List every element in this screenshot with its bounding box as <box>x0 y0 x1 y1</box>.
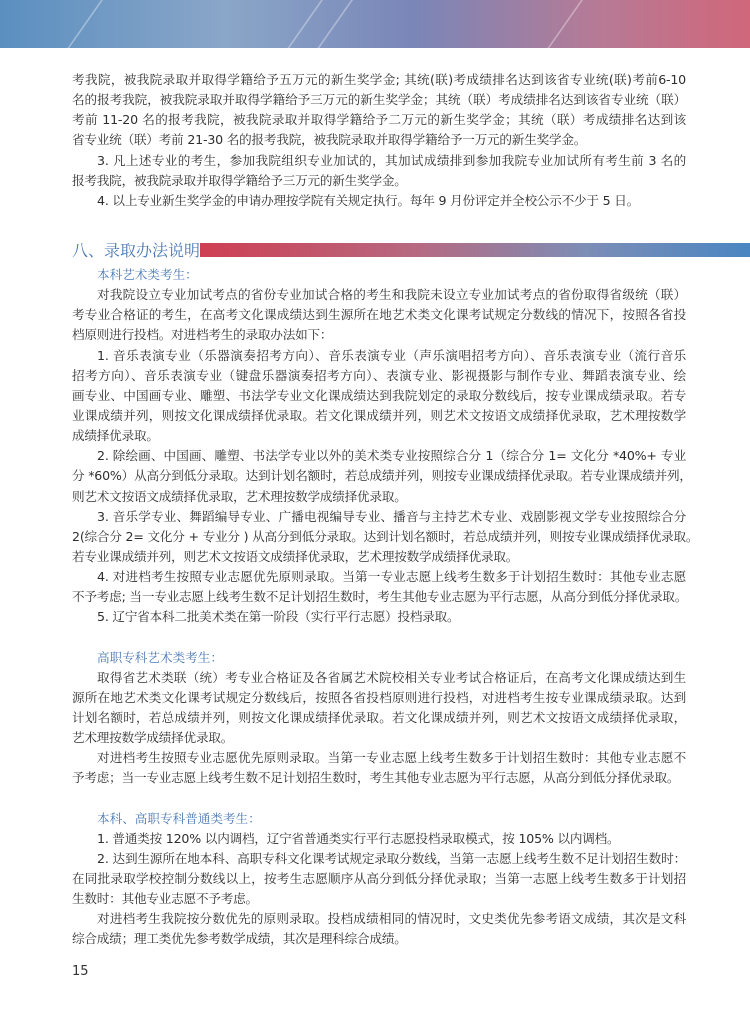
text-line: 计划名额时，若总成绩并列，则按文化课成绩择优录取。若文化课成绩并列，则艺术文按语文成绩择优录取， <box>72 709 686 725</box>
page-number: 15 <box>72 964 89 979</box>
paragraph <box>72 191 686 211</box>
text-line: 1. 音乐表演专业（乐器演奏招考方向）、音乐表演专业（声乐演唱招考方向）、音乐表演专业（流行音乐 <box>97 347 686 363</box>
text-line: 4. 以上专业新生奖学金的申请办理按学院有关规定执行。每年 9 月份评定并全校公示不少于 5 日。 <box>97 192 640 208</box>
paragraph <box>72 849 686 909</box>
text-line: 报考我院，被我院录取并取得学籍给予三万元的新生奖学金。 <box>72 172 407 188</box>
text-line: 1. 普通类按 120% 以内调档，辽宁省普通类实行平行志愿投档录取模式，按 105% 以内调档。 <box>97 830 620 846</box>
admission-group <box>72 265 699 628</box>
paragraph <box>72 607 686 627</box>
section-heading <box>72 235 686 265</box>
subheading: 本科艺术类考生： <box>97 266 198 282</box>
text-line: 2. 除绘画、中国画、雕塑、书法学专业以外的美术类专业按照综合分 1（综合分 1= 文化分 *40%+ 专业 <box>97 448 686 464</box>
text-line: 源所在地艺术类文化课考试规定分数线后，按照各省投档原则进行投档，对进档考生按专业课成绩录取。达到 <box>72 689 686 705</box>
text-line: 4. 对进档考生按照专业志愿优先原则录取。当第一专业志愿上线考生数多于计划招生数时：其他专业志愿 <box>97 569 686 585</box>
text-line: 则艺术文按语文成绩择优录取，艺术理按数学成绩择优录取。 <box>72 488 407 504</box>
header-banner <box>0 0 750 48</box>
text-line: 档原则进行投档。对进档考生的录取办法如下： <box>72 327 333 343</box>
text-line: 2. 达到生源所在地本科、高职专科文化课考试规定录取分数线，当第一志愿上线考生数不足计划招生数时： <box>97 850 686 866</box>
page-content <box>72 70 699 949</box>
paragraph <box>72 507 699 567</box>
text-line: 考前 11-20 名的报考我院，被我院录取并取得学籍给予二万元的新生奖学金；其统（联）考成绩排名达到该 <box>72 112 686 128</box>
paragraph <box>72 346 686 447</box>
section-title-bar <box>200 243 750 257</box>
text-line: 综合成绩；理工类优先参考数学成绩，其次是理科综合成绩。 <box>72 931 407 947</box>
text-line: 对进档考生按照专业志愿优先原则录取。当第一专业志愿上线考生数多于计划招生数时：其他专业志愿不 <box>97 750 686 766</box>
text-line: 在同批录取学校控制分数线以上，按考生志愿顺序从高分到低分择优录取；当第一志愿上线考生数多于计划招 <box>72 870 686 886</box>
text-line: 分 *60%）从高分到低分录取。达到计划名额时，若总成绩并列，则按专业课成绩择优录取。若专业课成绩并列， <box>72 468 692 484</box>
text-line: 考我院，被我院录取并取得学籍给予五万元的新生奖学金; 其统(联)考成绩排名达到该省专业统(联)考前6-10 <box>72 72 686 87</box>
text-line: 考专业合格证的考生，在高考文化课成绩达到生源所在地艺术类文化课考试规定分数线的情况下，按照各省投 <box>72 307 686 323</box>
text-line: 对进档考生我院按分数优先的原则录取。投档成绩相同的情况时，文史类优先参考语文成绩，其次是文科 <box>97 911 686 927</box>
text-line: 对我院设立专业加试考点的省份专业加试合格的考生和我院未设立专业加试考点的省份取得省级统（联） <box>97 287 686 303</box>
text-line: 若专业课成绩并列，则艺术文按语文成绩择优录取，艺术理按数学成绩择优录取。 <box>72 548 519 564</box>
section-title: 八、录取办法说明 <box>72 240 201 260</box>
text-line: 予考虑；当一专业志愿上线考生数不足计划招生数时，考生其他专业志愿为平行志愿，从高分到低分择优录取。 <box>72 770 680 786</box>
paragraph <box>72 567 686 607</box>
text-line: 名的报考我院，被我院录取并取得学籍给予三万元的新生奖学金；其统（联）考成绩排名达到该省专业统（联） <box>72 92 686 108</box>
intro-paragraphs <box>72 70 686 211</box>
text-line: 3. 音乐学专业、舞蹈编导专业、广播电视编导专业、播音与主持艺术专业、戏剧影视文学专业按照综合分 <box>97 508 686 524</box>
admission-group <box>72 648 686 789</box>
banner-decoration <box>511 0 611 48</box>
paragraph <box>72 285 686 345</box>
text-line: 不予考虑; 当一专业志愿上线考生数不足计划招生数时，考生其他专业志愿为平行志愿，从高分到低分择优录取。 <box>72 589 688 605</box>
text-line: 5. 辽宁省本科二批美术类在第一阶段（实行平行志愿）投档录取。 <box>97 609 460 625</box>
banner-decoration <box>31 0 131 48</box>
text-line: 3. 凡上述专业的考生，参加我院组织专业加试的，其加试成绩排到参加我院专业加试所有考生前 3 名的 <box>97 152 686 168</box>
admission-group <box>72 809 686 950</box>
subheading: 本科、高职专科普通类考生： <box>97 810 261 826</box>
text-line: 画专业、中国画专业、雕塑、书法学专业文化课成绩达到我院划定的录取分数线后，按专业课成绩录取。若专 <box>72 387 686 403</box>
text-line: 成绩择优录取。 <box>72 428 159 444</box>
subheading: 高职专科艺术类考生： <box>97 649 223 665</box>
paragraph <box>72 829 686 849</box>
paragraph <box>72 668 686 749</box>
banner-decoration <box>281 0 381 48</box>
text-line: 省专业统（联）考前 21-30 名的报考我院，被我院录取并取得学籍给予一万元的新生奖学金。 <box>72 132 587 148</box>
text-line: 招考方向）、音乐表演专业（键盘乐器演奏招考方向）、表演专业、影视摄影与制作专业、舞蹈表演专业、绘 <box>72 367 686 383</box>
text-line: 业课成绩并列，则按文化课成绩择优录取。若文化课成绩并列，则艺术文按语文成绩择优录取，艺术理按数学 <box>72 407 686 423</box>
text-line: 生数时：其他专业志愿不予考虑。 <box>72 891 258 907</box>
text-line: 取得省艺术类联（统）考专业合格证及各省属艺术院校相关专业考试合格证后，在高考文化课成绩达到生 <box>97 669 686 685</box>
paragraph <box>72 446 692 506</box>
text-line: 2(综合分 2= 文化分 + 专业分 ) 从高分到低分录取。达到计划名额时，若总成绩并列，则按专业课成绩择优录取。 <box>72 528 699 544</box>
admission-groups <box>72 265 699 950</box>
paragraph <box>72 748 686 788</box>
paragraph <box>72 909 686 949</box>
paragraph <box>72 151 686 191</box>
paragraph <box>72 70 686 151</box>
text-line: 艺术理按数学成绩择优录取。 <box>72 730 234 746</box>
